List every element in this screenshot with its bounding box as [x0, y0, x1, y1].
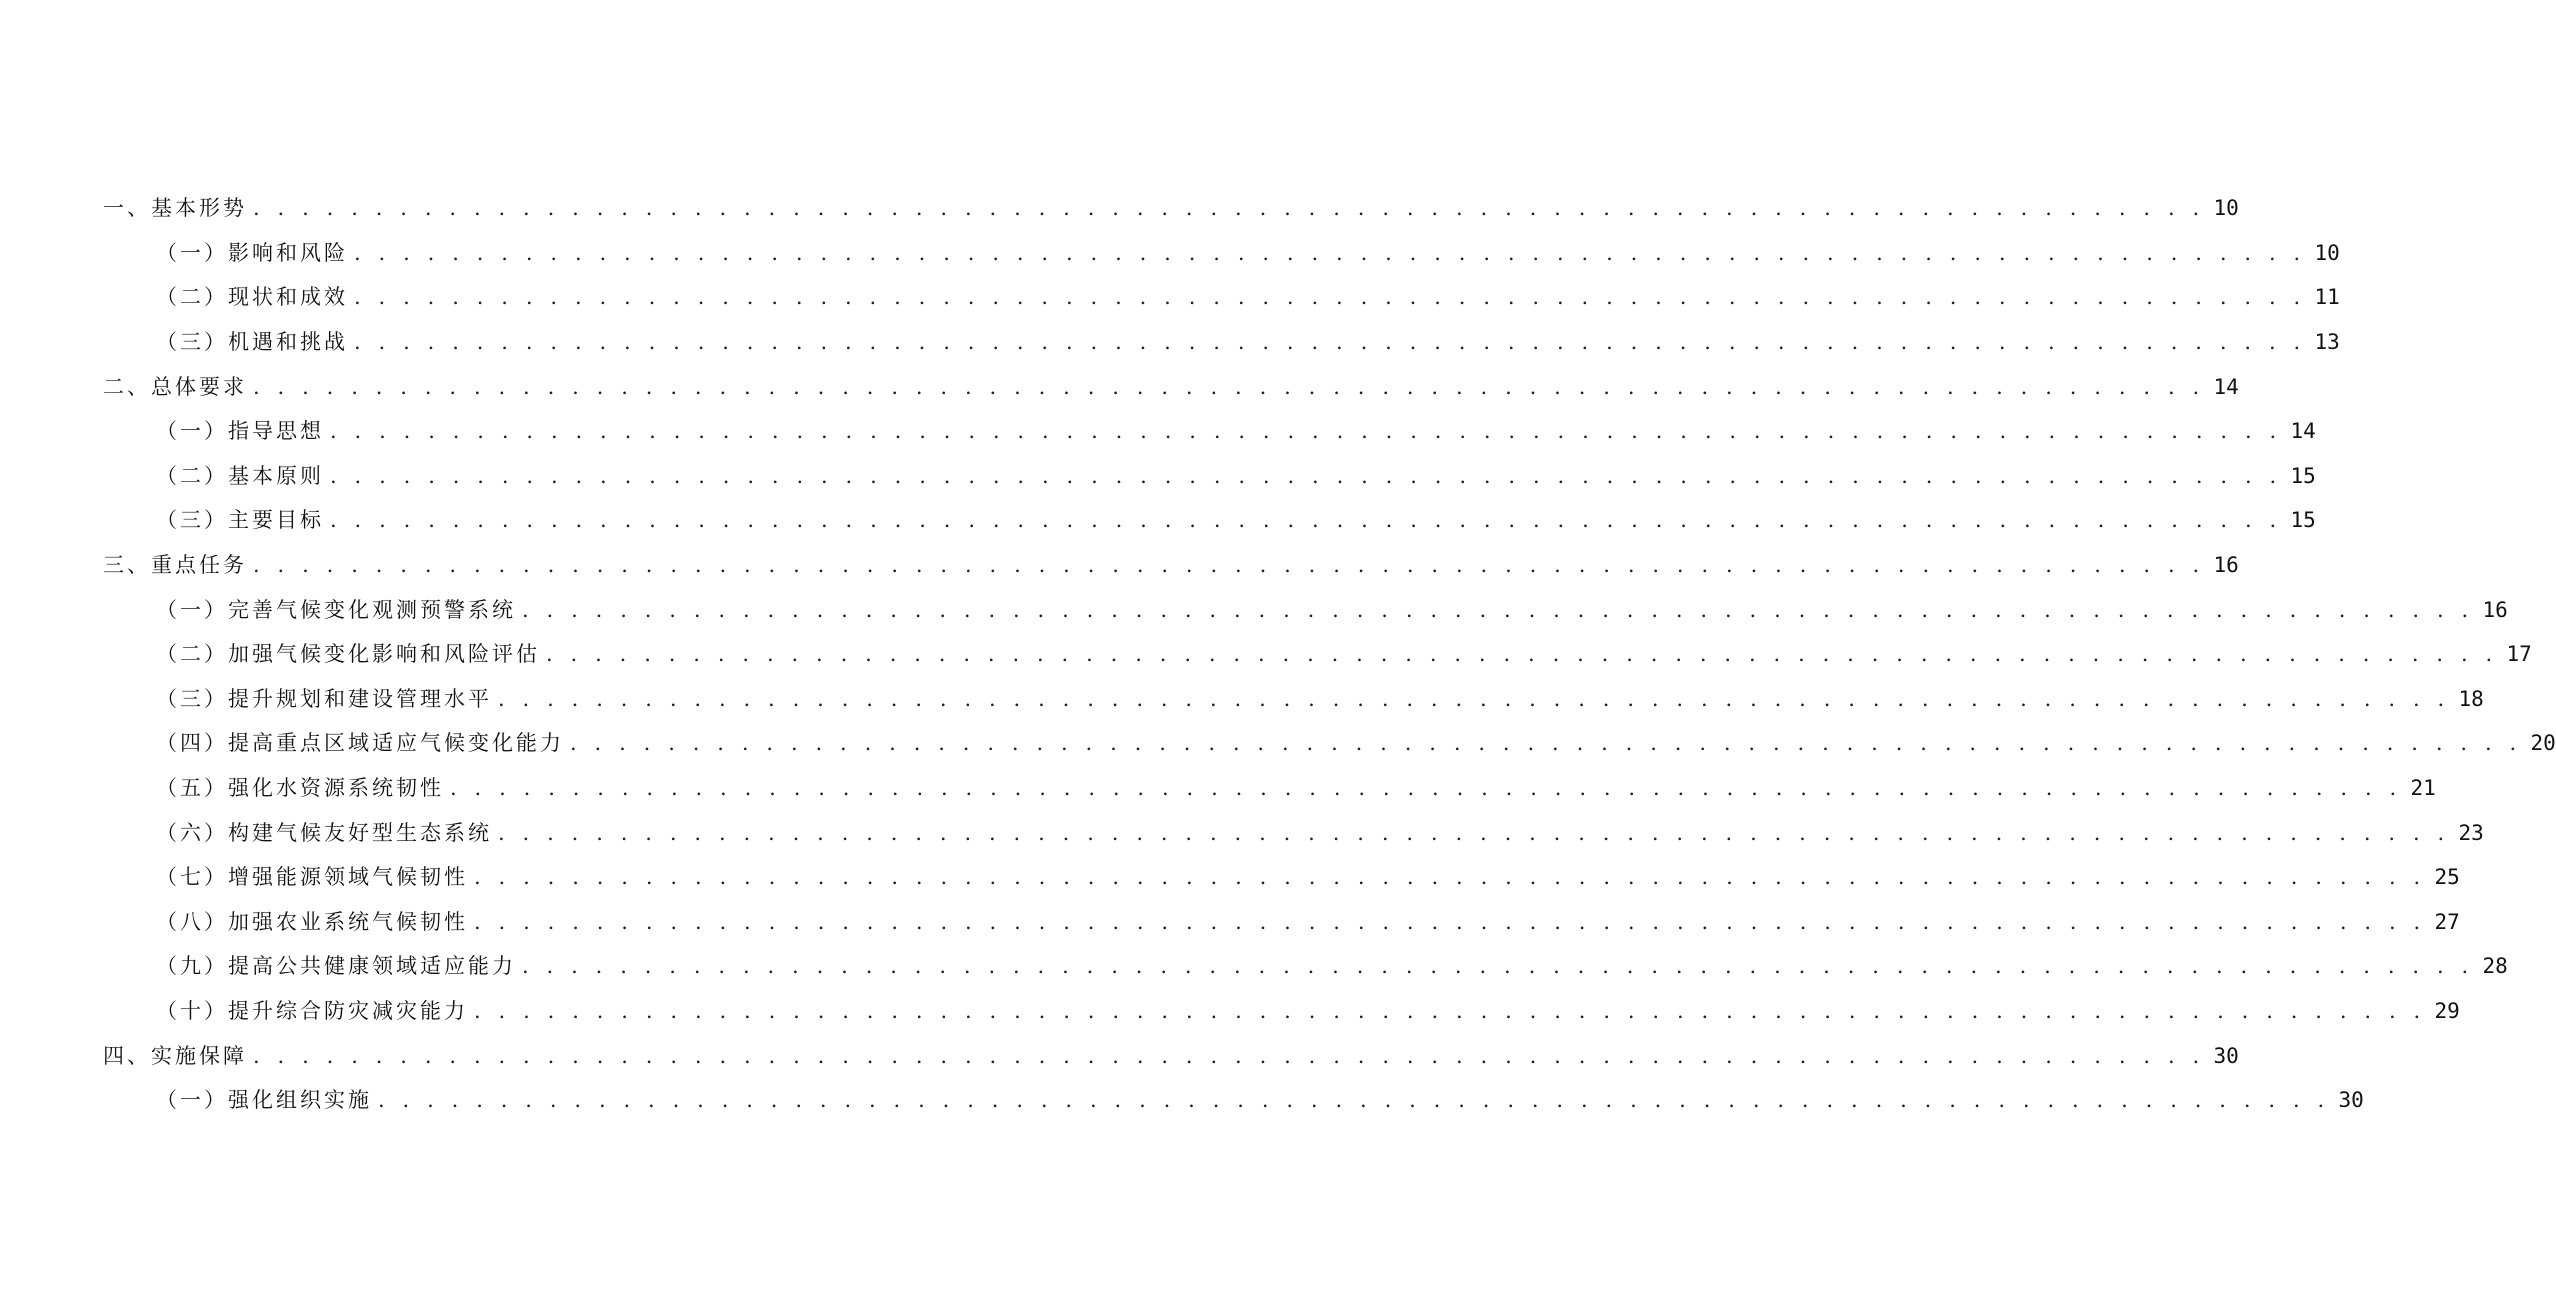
toc-entry[interactable] [0, 766, 2436, 811]
toc-entry-page-number: 13 [2314, 330, 2340, 355]
toc-entry[interactable] [0, 810, 2484, 855]
toc-entry-page-number: 10 [2213, 196, 2239, 221]
toc-dot-leader: . . . . . . . . . . . . . . . . . . . . . . . . . . . . . . . . . . . . . . . . . . . . . . . . . . . . . . . . . . . . . . . . . . . . . . . . . . . . . . . . [354, 285, 2306, 310]
toc-dot-leader: . . . . . . . . . . . . . . . . . . . . . . . . . . . . . . . . . . . . . . . . . . . . . . . . . . . . . . . . . . . . . . . . . . . . . . . . . . . . . . . . [253, 1043, 2205, 1068]
toc-entry-title: （三）提升规划和建设管理水平 [156, 686, 492, 711]
toc-entry-title: （一）完善气候变化观测预警系统 [156, 597, 516, 622]
toc-dot-leader: . . . . . . . . . . . . . . . . . . . . . . . . . . . . . . . . . . . . . . . . . . . . . . . . . . . . . . . . . . . . . . . . . . . . . . . . . . . . . . . . [498, 820, 2450, 845]
toc-entry-page-number: 30 [2338, 1088, 2364, 1113]
toc-entry-title: （十）提升综合防灾减灾能力 [156, 998, 468, 1023]
toc-entry[interactable] [0, 320, 2340, 365]
toc-dot-leader: . . . . . . . . . . . . . . . . . . . . . . . . . . . . . . . . . . . . . . . . . . . . . . . . . . . . . . . . . . . . . . . . . . . . . . . . . . . . . . . . [253, 553, 2205, 578]
toc-dot-leader: . . . . . . . . . . . . . . . . . . . . . . . . . . . . . . . . . . . . . . . . . . . . . . . . . . . . . . . . . . . . . . . . . . . . . . . . . . . . . . . . [330, 463, 2282, 488]
toc-entry[interactable] [0, 900, 2460, 945]
toc-entry[interactable] [0, 543, 2239, 588]
toc-entry-title: （六）构建气候友好型生态系统 [156, 820, 492, 845]
toc-dot-leader: . . . . . . . . . . . . . . . . . . . . . . . . . . . . . . . . . . . . . . . . . . . . . . . . . . . . . . . . . . . . . . . . . . . . . . . . . . . . . . . . [546, 642, 2498, 667]
toc-entry-page-number: 28 [2482, 954, 2508, 979]
toc-entry-page-number: 29 [2434, 998, 2460, 1023]
toc-entry-page-number: 16 [2482, 597, 2508, 622]
toc-entry[interactable] [0, 498, 2316, 543]
toc-entry-title: 二、总体要求 [103, 374, 247, 399]
toc-entry[interactable] [0, 944, 2508, 989]
toc-entry[interactable] [0, 632, 2532, 677]
toc-entry[interactable] [0, 1078, 2364, 1123]
toc-entry-page-number: 21 [2410, 776, 2436, 801]
toc-entry-title: （五）强化水资源系统韧性 [156, 776, 444, 801]
toc-dot-leader: . . . . . . . . . . . . . . . . . . . . . . . . . . . . . . . . . . . . . . . . . . . . . . . . . . . . . . . . . . . . . . . . . . . . . . . . . . . . . . . . [570, 731, 2522, 756]
toc-dot-leader: . . . . . . . . . . . . . . . . . . . . . . . . . . . . . . . . . . . . . . . . . . . . . . . . . . . . . . . . . . . . . . . . . . . . . . . . . . . . . . . . [330, 419, 2282, 444]
toc-entry[interactable] [0, 721, 2556, 766]
toc-entry-title: （三）主要目标 [156, 508, 324, 533]
toc-entry-page-number: 23 [2458, 820, 2484, 845]
toc-dot-leader: . . . . . . . . . . . . . . . . . . . . . . . . . . . . . . . . . . . . . . . . . . . . . . . . . . . . . . . . . . . . . . . . . . . . . . . . . . . . . . . . [354, 330, 2306, 355]
table-of-contents [0, 186, 2556, 1122]
toc-entry-title: （一）强化组织实施 [156, 1088, 372, 1113]
toc-entry-page-number: 15 [2290, 463, 2316, 488]
toc-entry-title: （二）加强气候变化影响和风险评估 [156, 642, 540, 667]
toc-entry-page-number: 11 [2314, 285, 2340, 310]
toc-entry-title: 一、基本形势 [103, 196, 247, 221]
toc-dot-leader: . . . . . . . . . . . . . . . . . . . . . . . . . . . . . . . . . . . . . . . . . . . . . . . . . . . . . . . . . . . . . . . . . . . . . . . . . . . . . . . . [253, 196, 2205, 221]
toc-entry-page-number: 14 [2213, 374, 2239, 399]
toc-entry[interactable] [0, 454, 2316, 499]
toc-entry-page-number: 14 [2290, 419, 2316, 444]
toc-entry[interactable] [0, 855, 2460, 900]
toc-entry-title: （七）增强能源领域气候韧性 [156, 865, 468, 890]
toc-entry-page-number: 16 [2213, 553, 2239, 578]
toc-entry-page-number: 17 [2506, 642, 2532, 667]
toc-entry[interactable] [0, 275, 2340, 320]
toc-entry-title: 三、重点任务 [103, 553, 247, 578]
toc-entry[interactable] [0, 677, 2484, 722]
toc-entry-page-number: 25 [2434, 865, 2460, 890]
toc-entry[interactable] [0, 231, 2340, 276]
toc-dot-leader: . . . . . . . . . . . . . . . . . . . . . . . . . . . . . . . . . . . . . . . . . . . . . . . . . . . . . . . . . . . . . . . . . . . . . . . . . . . . . . . . [253, 374, 2205, 399]
toc-entry-title: （一）影响和风险 [156, 240, 348, 265]
toc-entry[interactable] [0, 409, 2316, 454]
toc-dot-leader: . . . . . . . . . . . . . . . . . . . . . . . . . . . . . . . . . . . . . . . . . . . . . . . . . . . . . . . . . . . . . . . . . . . . . . . . . . . . . . . . [474, 909, 2426, 934]
toc-dot-leader: . . . . . . . . . . . . . . . . . . . . . . . . . . . . . . . . . . . . . . . . . . . . . . . . . . . . . . . . . . . . . . . . . . . . . . . . . . . . . . . . [474, 998, 2426, 1023]
toc-dot-leader: . . . . . . . . . . . . . . . . . . . . . . . . . . . . . . . . . . . . . . . . . . . . . . . . . . . . . . . . . . . . . . . . . . . . . . . . . . . . . . . . [330, 508, 2282, 533]
toc-dot-leader: . . . . . . . . . . . . . . . . . . . . . . . . . . . . . . . . . . . . . . . . . . . . . . . . . . . . . . . . . . . . . . . . . . . . . . . . . . . . . . . . [498, 686, 2450, 711]
toc-entry-page-number: 18 [2458, 686, 2484, 711]
toc-dot-leader: . . . . . . . . . . . . . . . . . . . . . . . . . . . . . . . . . . . . . . . . . . . . . . . . . . . . . . . . . . . . . . . . . . . . . . . . . . . . . . . . [354, 240, 2306, 265]
toc-entry-page-number: 20 [2530, 731, 2556, 756]
toc-entry-title: （二）现状和成效 [156, 285, 348, 310]
toc-entry[interactable] [0, 587, 2508, 632]
toc-entry-page-number: 15 [2290, 508, 2316, 533]
toc-dot-leader: . . . . . . . . . . . . . . . . . . . . . . . . . . . . . . . . . . . . . . . . . . . . . . . . . . . . . . . . . . . . . . . . . . . . . . . . . . . . . . . . [378, 1088, 2330, 1113]
toc-entry-page-number: 27 [2434, 909, 2460, 934]
toc-entry-title: （四）提高重点区域适应气候变化能力 [156, 731, 564, 756]
toc-entry-title: 四、实施保障 [103, 1043, 247, 1068]
toc-dot-leader: . . . . . . . . . . . . . . . . . . . . . . . . . . . . . . . . . . . . . . . . . . . . . . . . . . . . . . . . . . . . . . . . . . . . . . . . . . . . . . . . [450, 776, 2402, 801]
toc-entry-page-number: 30 [2213, 1043, 2239, 1068]
toc-entry[interactable] [0, 989, 2460, 1034]
toc-entry-title: （八）加强农业系统气候韧性 [156, 909, 468, 934]
toc-entry-page-number: 10 [2314, 240, 2340, 265]
toc-entry-title: （二）基本原则 [156, 463, 324, 488]
toc-entry[interactable] [0, 364, 2239, 409]
toc-dot-leader: . . . . . . . . . . . . . . . . . . . . . . . . . . . . . . . . . . . . . . . . . . . . . . . . . . . . . . . . . . . . . . . . . . . . . . . . . . . . . . . . [474, 865, 2426, 890]
toc-entry[interactable] [0, 1033, 2239, 1078]
toc-entry[interactable] [0, 186, 2239, 231]
toc-dot-leader: . . . . . . . . . . . . . . . . . . . . . . . . . . . . . . . . . . . . . . . . . . . . . . . . . . . . . . . . . . . . . . . . . . . . . . . . . . . . . . . . [522, 597, 2474, 622]
toc-dot-leader: . . . . . . . . . . . . . . . . . . . . . . . . . . . . . . . . . . . . . . . . . . . . . . . . . . . . . . . . . . . . . . . . . . . . . . . . . . . . . . . . [522, 954, 2474, 979]
toc-entry-title: （九）提高公共健康领域适应能力 [156, 954, 516, 979]
toc-entry-title: （一）指导思想 [156, 419, 324, 444]
toc-entry-title: （三）机遇和挑战 [156, 330, 348, 355]
